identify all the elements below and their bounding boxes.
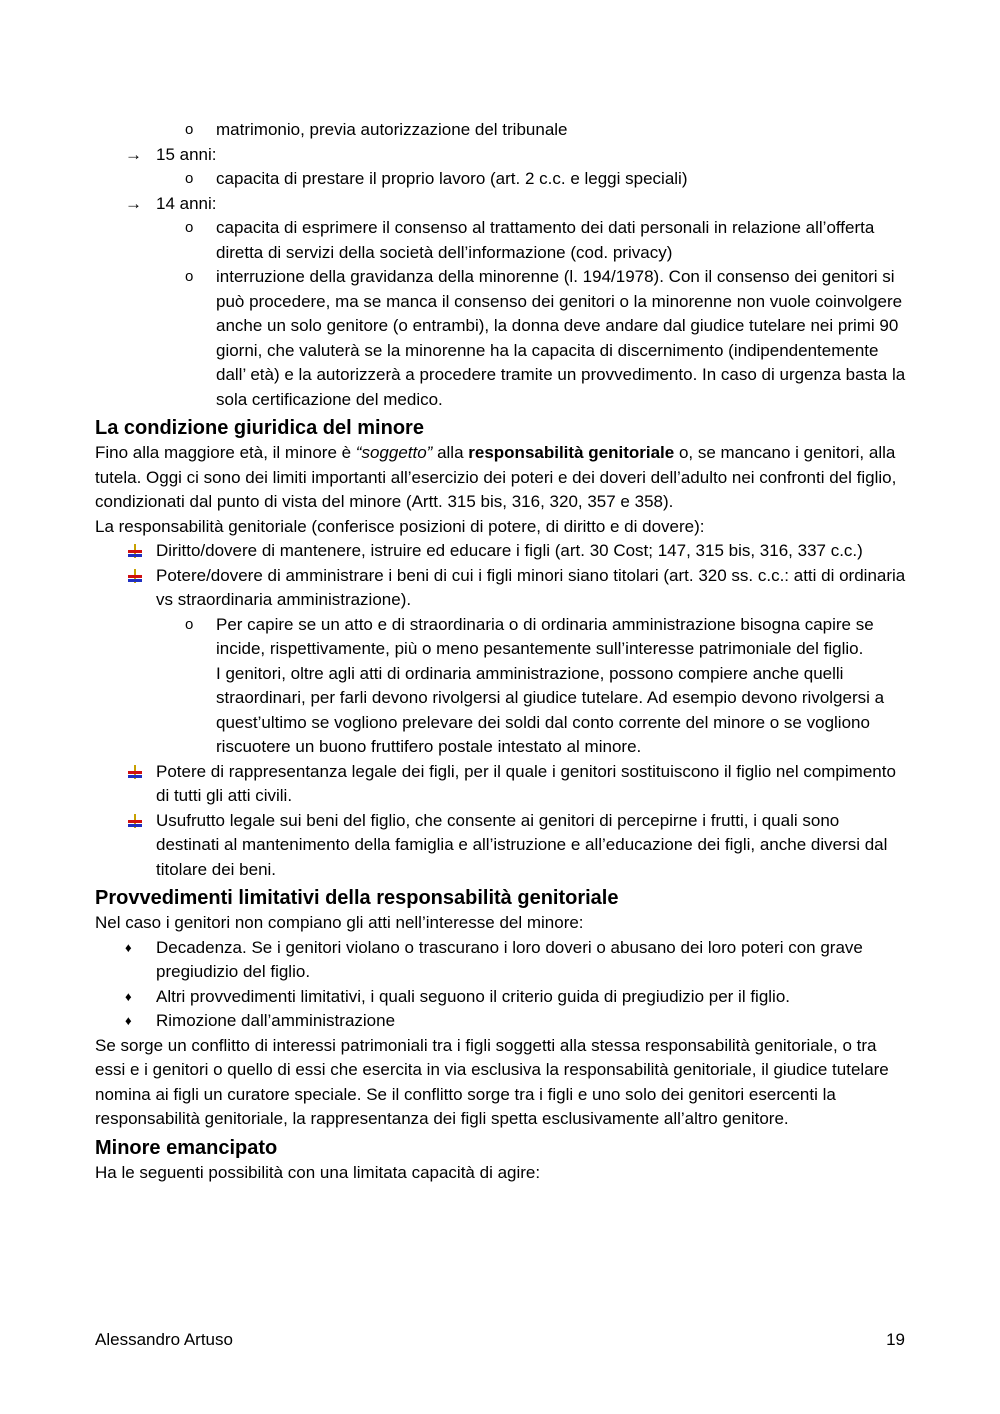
list-item: ♦ Rimozione dall’amministrazione xyxy=(95,1009,907,1034)
flag-bullet-icon xyxy=(125,539,156,564)
flag-bullet-icon xyxy=(125,760,156,809)
paragraph: Nel caso i genitori non compiano gli atti nell’interesse del minore: xyxy=(95,913,584,932)
list-item: ♦ Decadenza. Se i genitori violano o trascurano i loro doveri o abusano dei loro poteri con grave pregiudizio del figlio. xyxy=(95,936,907,985)
list-item: Potere di rappresentanza legale dei figli, per il quale i genitori sostituiscono il figlio nel compimento di tutti gli atti civili. xyxy=(95,760,907,809)
list-item: o capacita di prestare il proprio lavoro (art. 2 c.c. e leggi speciali) xyxy=(95,167,907,192)
list-item: → 14 anni: xyxy=(95,192,907,217)
list-item: → 15 anni: xyxy=(95,143,907,168)
diamond-bullet-icon: ♦ xyxy=(125,1013,132,1028)
list-item: Usufrutto legale sui beni del figlio, che consente ai genitori di percepirne i frutti, i quali sono destinati al mantenimento della famiglia e all’istruzione e all’educazione dei figli, anche diversi dal titolare dei beni. xyxy=(95,809,907,883)
circle-bullet-icon: o xyxy=(185,615,194,633)
list-item: o Per capire se un atto e di straordinaria o di ordinaria amministrazione bisogna capire se incide, rispettivamente, più o meno pesantemente sull’interesse patrimoniale del figlio. xyxy=(95,613,907,662)
list-item: o interruzione della gravidanza della minorenne (l. 194/1978). Con il consenso dei genitori si può procedere, ma se manca il consenso dei genitori o la minorenne non vuole coinvolgere anche un solo genitore (o entrambi), la donna deve andare dal giudice tutelare nei primi 90 giorni, che valuterà se la minorenne ha la capacita di discernimento (indipendentemente dall’ età) e la autorizzerà a procedere tramite un provvedimento. In caso di urgenza basta la sola certificazione del medico. xyxy=(95,265,907,412)
document-page xyxy=(95,118,907,1185)
paragraph: La responsabilità genitoriale (conferisce posizioni di potere, di diritto e di dovere): xyxy=(95,516,705,536)
flag-bullet-icon xyxy=(125,809,156,883)
paragraph: I genitori, oltre agli atti di ordinaria amministrazione, possono compiere anche quelli straordinari, per farli devono rivolgersi al giudice tutelare. Ad esempio devono rivolgersi a quest’ultimo se vogliono prelevare dei soldi dal conto corrente del minore o se vogliono riscuotere un buono fruttifero postale intestato al minore. xyxy=(216,663,885,756)
paragraph: Fino alla maggiore età, il minore è “soggetto” alla responsabilità genitoriale o, se mancano i genitori, alla tutela. Oggi ci sono dei limiti importanti all’esercizio dei poteri e dei doveri dell’adulto nei confronti del figlio, condizionati dal punto di vista del minore (Artt. 315 bis, 316, 320, 357 e 358). xyxy=(95,443,897,511)
list-item: o capacita di esprimere il consenso al trattamento dei dati personali in relazione all’offerta diretta di servizi della società dell’informazione (cod. privacy) xyxy=(95,216,907,265)
flag-bullet-icon xyxy=(125,564,156,613)
list-item: Potere/dovere di amministrare i beni di cui i figli minori siano titolari (art. 320 ss. c.c.: atti di ordinaria vs straordinaria amministrazione). xyxy=(95,564,907,613)
list-item: ♦ Altri provvedimenti limitativi, i quali seguono il criterio guida di pregiudizio per il figlio. xyxy=(95,985,907,1010)
section-heading: La condizione giuridica del minore xyxy=(95,417,424,439)
paragraph: Ha le seguenti possibilità con una limitata capacità di agire: xyxy=(95,1162,541,1182)
paragraph: Se sorge un conflitto di interessi patrimoniali tra i figli soggetti alla stessa responsabilità genitoriale, o tra essi e i genitori o quello di essi che esercita in via esclusiva la responsabilità genitoriale, il giudice tutelare nomina ai figli un curatore speciale. Se il conflitto sorge tra i figli e uno solo dei genitori esercenti la responsabilità genitoriale, la rappresentanza dei figli spetta esclusivamente all’altro genitore. xyxy=(95,1035,889,1128)
arrow-bullet-icon: → xyxy=(125,193,142,213)
list-item: Diritto/dovere di mantenere, istruire ed educare i figli (art. 30 Cost; 147, 315 bis, 316, 337 c.c.) xyxy=(95,539,907,564)
circle-bullet-icon: o xyxy=(185,170,194,187)
page-number: 19 xyxy=(886,1330,905,1349)
diamond-bullet-icon: ♦ xyxy=(125,939,132,955)
list-item: o matrimonio, previa autorizzazione del tribunale xyxy=(95,118,907,143)
footer-author: Alessandro Artuso xyxy=(95,1330,233,1349)
page-footer xyxy=(95,1330,905,1350)
section-heading: Provvedimenti limitativi della responsabilità genitoriale xyxy=(95,887,619,909)
section-heading: Minore emancipato xyxy=(95,1136,278,1159)
circle-bullet-icon: o xyxy=(185,268,194,285)
arrow-bullet-icon: → xyxy=(125,144,142,164)
circle-bullet-icon: o xyxy=(185,121,194,138)
circle-bullet-icon: o xyxy=(185,219,194,236)
diamond-bullet-icon: ♦ xyxy=(125,988,132,1004)
